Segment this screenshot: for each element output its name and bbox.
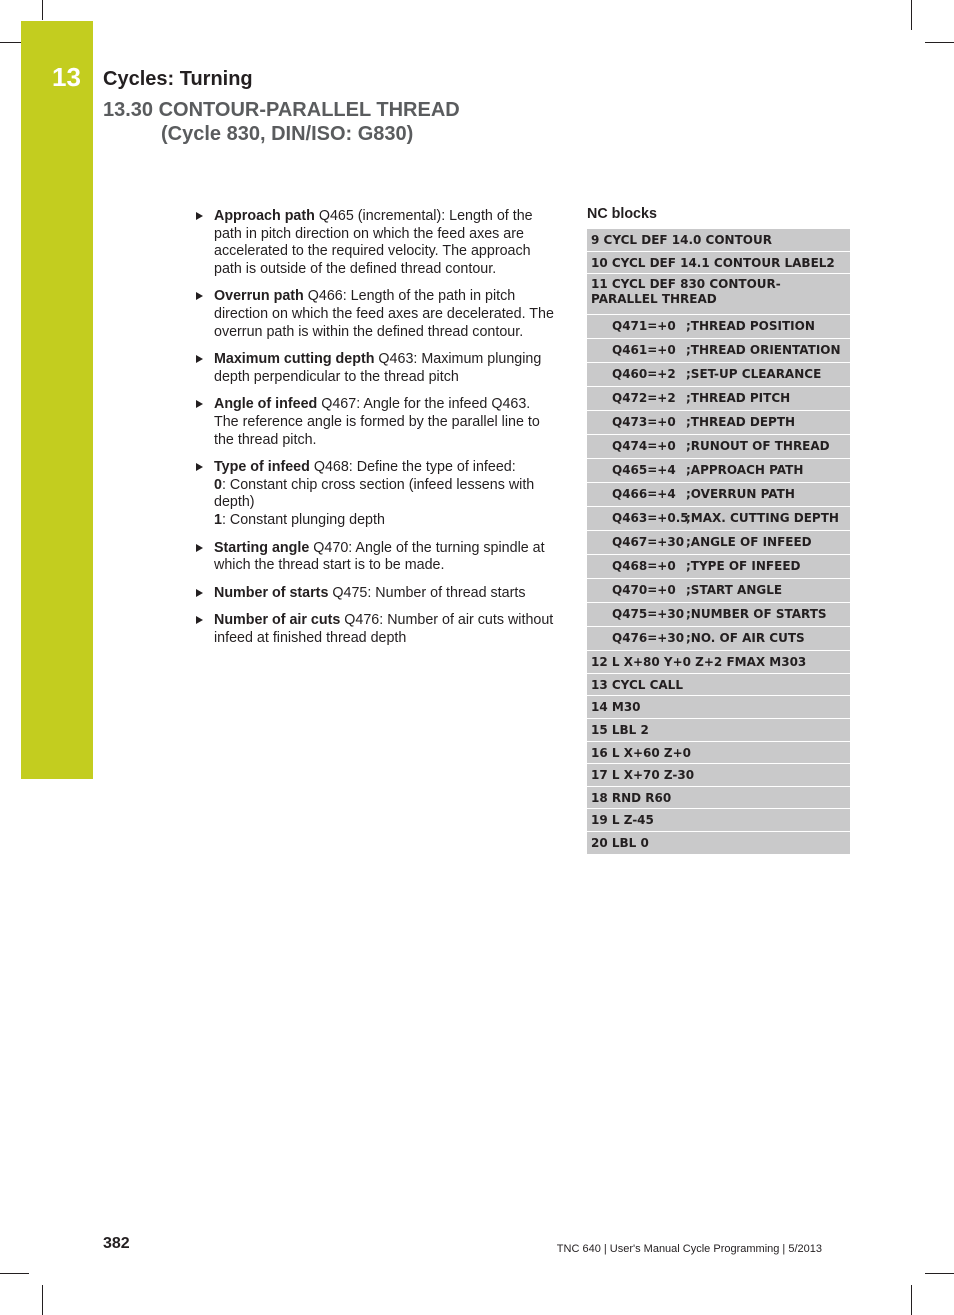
param-desc: Q463: Maximum plunging depth perpendicular to the thread pitch — [214, 351, 542, 385]
bullet-arrow-icon — [196, 589, 203, 597]
param-approach-path — [193, 208, 558, 278]
param-max-cutting-depth — [193, 351, 558, 386]
nc-block-row — [587, 229, 850, 252]
nc-block-text: 9 CYCL DEF 14.0 CONTOUR — [591, 233, 772, 247]
nc-block-row — [587, 651, 850, 674]
param-name: Starting angle — [214, 539, 310, 556]
param-name: Overrun path — [214, 288, 304, 305]
nc-block-row — [587, 531, 850, 555]
param-desc: Q476: Number of air cuts without infeed at finished thread depth — [214, 612, 554, 646]
nc-param-value: Q476=+30 — [612, 631, 685, 646]
crop-mark — [911, 1285, 912, 1315]
nc-block-text: 14 M30 — [591, 700, 641, 715]
param-type-of-infeed — [193, 459, 558, 529]
nc-block-row — [587, 507, 850, 531]
param-desc: Q468: Define the type of infeed: — [309, 459, 516, 476]
nc-param-comment: ;THREAD PITCH — [686, 391, 791, 406]
bullet-arrow-icon — [196, 616, 203, 624]
nc-block-row — [587, 742, 850, 765]
nc-param-comment: ;NUMBER OF STARTS — [686, 607, 827, 622]
nc-param-comment: ;NO. OF AIR CUTS — [686, 631, 805, 646]
page-number: 382 — [103, 1235, 130, 1252]
crop-mark — [0, 42, 21, 43]
bullet-arrow-icon — [196, 212, 203, 220]
nc-block-row — [587, 579, 850, 603]
bullet-arrow-icon — [196, 544, 203, 552]
nc-block-row — [587, 339, 850, 363]
nc-block-row — [587, 787, 850, 810]
param-name: Angle of infeed — [214, 396, 318, 413]
nc-block-row — [587, 252, 850, 275]
nc-block-text: 17 L X+70 Z-30 — [591, 768, 695, 783]
nc-param-value: Q472=+2 — [612, 391, 676, 406]
nc-param-comment: ;SET-UP CLEARANCE — [686, 367, 822, 382]
nc-block-row — [587, 483, 850, 507]
param-desc: Q470: Angle of the turning spindle at which the thread start is to be made. — [214, 539, 545, 574]
param-desc: Q475: Number of thread starts — [328, 584, 526, 601]
nc-block-row — [587, 764, 850, 787]
nc-param-comment: ;APPROACH PATH — [686, 463, 804, 478]
chapter-title: Cycles: Turning — [103, 68, 253, 90]
nc-param-comment: ;MAX. CUTTING DEPTH — [686, 511, 839, 526]
param-name: Maximum cutting depth — [214, 351, 375, 368]
nc-blocks-heading: NC blocks — [587, 206, 657, 222]
nc-block-text: 19 L Z-45 — [591, 813, 654, 828]
crop-mark — [925, 1273, 954, 1274]
nc-param-value: Q463=+0.5 — [612, 511, 689, 526]
nc-param-value: Q461=+0 — [612, 343, 676, 358]
nc-param-comment: ;THREAD ORIENTATION — [686, 343, 841, 358]
nc-block-text: 11 CYCL DEF 830 CONTOUR-PARALLEL THREAD — [591, 277, 781, 307]
nc-block-text: 10 CYCL DEF 14.1 CONTOUR LABEL2 — [591, 255, 835, 270]
param-overrun-path — [193, 288, 558, 341]
nc-param-value: Q475=+30 — [612, 607, 685, 622]
nc-param-value: Q470=+0 — [612, 583, 676, 598]
param-desc: Q465 (incremental): Length of the path in pitch direction on which the feed axes are accelerated to the required velocity. The approach path is outside of the defined thread contour. — [214, 208, 533, 277]
param-number-of-air-cuts — [193, 612, 558, 647]
bullet-arrow-icon — [196, 400, 203, 408]
bullet-arrow-icon — [196, 463, 203, 471]
nc-param-comment: ;TYPE OF INFEED — [686, 559, 801, 574]
nc-block-row — [587, 387, 850, 411]
nc-block-row — [587, 809, 850, 832]
nc-block-row — [587, 627, 850, 651]
param-angle-of-infeed — [193, 396, 558, 449]
crop-mark — [925, 42, 954, 43]
param-name: Approach path — [214, 208, 315, 224]
crop-mark — [42, 0, 43, 20]
section-title — [103, 98, 460, 146]
bullet-arrow-icon — [196, 355, 203, 363]
option-text: : Constant plunging depth — [221, 511, 385, 528]
nc-block-row — [587, 696, 850, 719]
nc-block-row — [587, 459, 850, 483]
nc-param-comment: ;START ANGLE — [686, 583, 783, 598]
option-text: : Constant chip cross section (infeed lessens with depth) — [214, 476, 535, 511]
nc-param-comment: ;THREAD DEPTH — [686, 415, 796, 430]
param-starting-angle — [193, 540, 558, 575]
nc-block-row — [587, 555, 850, 579]
section-title-line2: (Cycle 830, DIN/ISO: G830) — [161, 123, 414, 145]
parameter-list — [193, 208, 558, 657]
nc-block-row — [587, 363, 850, 387]
nc-param-value: Q460=+2 — [612, 367, 676, 382]
crop-mark — [0, 1273, 29, 1274]
nc-block-row — [587, 603, 850, 627]
nc-block-text: 15 LBL 2 — [591, 722, 649, 737]
nc-block-row — [587, 719, 850, 742]
nc-param-value: Q474=+0 — [612, 439, 676, 454]
nc-block-row — [587, 832, 850, 855]
nc-param-value: Q466=+4 — [612, 487, 676, 502]
nc-block-text: 20 LBL 0 — [591, 835, 649, 850]
nc-param-comment: ;OVERRUN PATH — [686, 487, 795, 502]
option-key: 1 — [214, 511, 222, 528]
crop-mark — [911, 0, 912, 30]
nc-param-value: Q465=+4 — [612, 463, 676, 478]
nc-blocks-table — [587, 229, 850, 855]
nc-block-row — [587, 274, 850, 315]
nc-block-text: 16 L X+60 Z+0 — [591, 745, 691, 760]
nc-param-value: Q473=+0 — [612, 415, 676, 430]
param-desc: Q467: Angle for the infeed Q463. The reference angle is formed by the parallel line to the thread pitch. — [214, 396, 540, 448]
nc-param-comment: ;RUNOUT OF THREAD — [686, 439, 830, 454]
chapter-sidebar — [21, 21, 93, 779]
param-name: Number of air cuts — [214, 612, 341, 629]
nc-block-row — [587, 315, 850, 339]
nc-block-row — [587, 411, 850, 435]
footer-text: TNC 640 | User's Manual Cycle Programming | 5/2013 — [556, 1243, 822, 1255]
option-key: 0 — [214, 476, 222, 493]
nc-param-value: Q468=+0 — [612, 559, 676, 574]
param-desc: Q466: Length of the path in pitch direction on which the feed axes are decelerated. The overrun path is within the defined thread contour. — [214, 288, 554, 340]
param-number-of-starts — [193, 585, 558, 603]
param-name: Type of infeed — [214, 459, 310, 476]
param-name: Number of starts — [214, 584, 329, 601]
bullet-arrow-icon — [196, 292, 203, 300]
nc-param-value: Q471=+0 — [612, 319, 676, 334]
nc-param-comment: ;THREAD POSITION — [686, 319, 815, 334]
crop-mark — [42, 1285, 43, 1315]
chapter-number: 13 — [52, 62, 81, 92]
nc-param-value: Q467=+30 — [612, 535, 685, 550]
section-title-line1: 13.30 CONTOUR-PARALLEL THREAD — [103, 99, 460, 121]
nc-block-text: 18 RND R60 — [591, 790, 672, 805]
nc-block-row — [587, 435, 850, 459]
nc-block-row — [587, 674, 850, 697]
nc-block-text: 12 L X+80 Y+0 Z+2 FMAX M303 — [591, 655, 807, 670]
nc-param-comment: ;ANGLE OF INFEED — [686, 535, 812, 550]
nc-block-text: 13 CYCL CALL — [591, 677, 683, 692]
